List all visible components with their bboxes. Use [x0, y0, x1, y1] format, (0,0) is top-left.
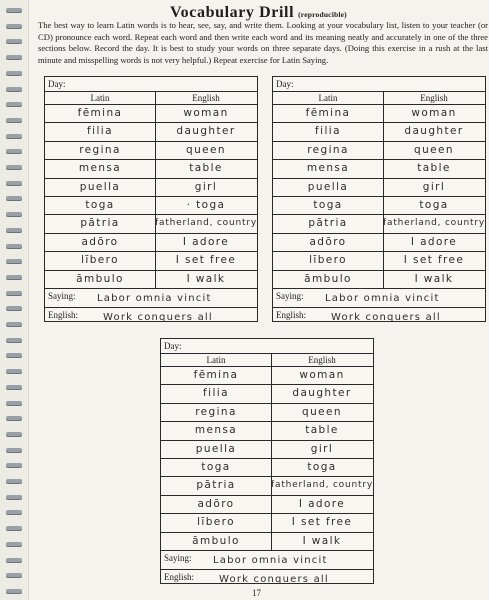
word-row [161, 458, 373, 477]
column-header-row [161, 353, 373, 367]
latin-word: āmbulo [76, 272, 124, 285]
latin-word: toga [313, 199, 343, 211]
english-meaning: woman [183, 107, 229, 119]
latin-word: regina [79, 143, 121, 156]
latin-word: fēmina [305, 107, 351, 119]
spiral-coil [6, 259, 22, 263]
word-row [161, 366, 373, 385]
word-row [45, 122, 257, 141]
drill-section-2 [272, 76, 486, 322]
latin-word: puella [307, 180, 349, 193]
english-header: English [192, 93, 220, 103]
english-meaning: I adore [182, 235, 230, 248]
latin-word: lībero [81, 254, 119, 267]
latin-word: adōro [309, 235, 347, 248]
saying-row [273, 288, 485, 308]
spiral-coil [6, 416, 22, 420]
spiral-coil [6, 165, 22, 169]
latin-word: lībero [197, 516, 235, 529]
latin-word: puella [79, 180, 121, 193]
title-main: Vocabulary Drill [170, 4, 295, 21]
word-row [45, 233, 257, 252]
word-row [161, 440, 373, 459]
latin-word: filia [87, 125, 113, 138]
spiral-coil [6, 463, 22, 467]
latin-word: adōro [81, 235, 119, 248]
saying-english: Work conquers all [103, 312, 213, 323]
column-divider [155, 179, 156, 197]
day-row [45, 77, 257, 91]
column-divider [271, 533, 272, 551]
english-meaning: table [417, 162, 451, 175]
spiral-coil [6, 510, 22, 514]
latin-word: fēmina [193, 369, 239, 381]
saying-english-row [45, 307, 257, 327]
latin-word: puella [195, 442, 237, 455]
latin-word: toga [201, 461, 231, 473]
saying-english: Work conquers all [219, 574, 329, 585]
spiral-coil [6, 353, 22, 357]
column-divider [271, 422, 272, 440]
word-row [273, 251, 485, 270]
spiral-coil [6, 542, 22, 546]
column-divider [155, 252, 156, 270]
column-divider [155, 197, 156, 215]
day-label: Day: [164, 341, 182, 351]
spiral-coil [6, 102, 22, 106]
drill-section-3 [160, 338, 374, 584]
word-row [45, 196, 257, 215]
column-divider [271, 385, 272, 403]
title-sub: (reproducible) [298, 10, 347, 19]
saying-label: Saying: [164, 553, 192, 563]
spiral-coil [6, 432, 22, 436]
english-meaning: queen [302, 405, 342, 418]
saying-row [45, 288, 257, 308]
latin-word: filia [315, 125, 341, 138]
saying-latin: Labor omnia vincit [213, 555, 328, 566]
column-divider [383, 271, 384, 289]
spiral-coil [6, 149, 22, 153]
spiral-coil [6, 495, 22, 499]
word-row [45, 178, 257, 197]
column-divider [155, 123, 156, 141]
column-divider [383, 105, 384, 123]
column-divider [383, 234, 384, 252]
saying-label: Saying: [48, 291, 76, 301]
latin-header: Latin [90, 93, 110, 103]
word-row [161, 495, 373, 514]
saying-english-row [161, 569, 373, 589]
spiral-coil [6, 24, 22, 28]
drill-section-1 [44, 76, 258, 322]
english-meaning: I walk [302, 534, 342, 547]
column-divider [155, 215, 156, 233]
word-row [273, 159, 485, 178]
day-label: Day: [276, 79, 294, 89]
word-row [273, 196, 485, 215]
latin-word: pātria [308, 217, 348, 230]
spiral-coil [6, 369, 22, 373]
spiral-coil [6, 448, 22, 452]
word-row [45, 141, 257, 160]
spiral-coil [6, 87, 22, 91]
english-header: English [420, 93, 448, 103]
column-header-row [45, 91, 257, 105]
spiral-binding [0, 0, 29, 600]
word-row [45, 251, 257, 270]
spiral-coil [6, 401, 22, 405]
english-label: English: [164, 572, 195, 582]
latin-header: Latin [318, 93, 338, 103]
column-divider [383, 160, 384, 178]
spiral-coil [6, 71, 22, 75]
spiral-coil [6, 228, 22, 232]
column-divider [155, 271, 156, 289]
column-header-row [273, 91, 485, 105]
word-row [161, 532, 373, 551]
spiral-coil [6, 55, 22, 59]
word-row [161, 476, 373, 495]
latin-word: fēmina [77, 107, 123, 119]
spiral-coil [6, 291, 22, 295]
word-row [273, 214, 485, 233]
english-meaning: toga [419, 199, 449, 211]
spiral-coil [6, 8, 22, 12]
spiral-coil [6, 526, 22, 530]
word-row [161, 384, 373, 403]
english-meaning: I set free [403, 254, 465, 267]
english-meaning: I walk [186, 272, 226, 285]
latin-word: āmbulo [304, 272, 352, 285]
english-meaning: I set free [175, 254, 237, 267]
latin-word: āmbulo [192, 534, 240, 547]
column-divider [271, 459, 272, 477]
word-row [273, 104, 485, 123]
day-label: Day: [48, 79, 66, 89]
word-row [45, 270, 257, 289]
english-meaning: daughter [292, 387, 352, 400]
column-divider [155, 105, 156, 123]
column-divider [271, 441, 272, 459]
word-row [273, 178, 485, 197]
saying-row [161, 550, 373, 570]
spiral-coil [6, 118, 22, 122]
spiral-coil [6, 558, 22, 562]
word-row [161, 513, 373, 532]
column-divider [383, 179, 384, 197]
spiral-coil [6, 385, 22, 389]
column-divider [383, 142, 384, 160]
english-meaning: fatherland, country [271, 480, 373, 491]
latin-word: filia [203, 387, 229, 400]
english-meaning: queen [186, 143, 226, 156]
word-row [273, 122, 485, 141]
word-row [45, 214, 257, 233]
word-row [273, 141, 485, 160]
latin-word: lībero [309, 254, 347, 267]
word-row [273, 233, 485, 252]
english-meaning: fatherland, country [155, 218, 257, 229]
spiral-coil [6, 306, 22, 310]
spiral-coil [6, 589, 22, 593]
column-divider [383, 252, 384, 270]
english-meaning: I adore [410, 235, 458, 248]
column-divider [155, 142, 156, 160]
column-divider [383, 123, 384, 141]
spiral-coil [6, 573, 22, 577]
latin-word: mensa [306, 162, 350, 175]
spiral-coil [6, 212, 22, 216]
column-divider [383, 197, 384, 215]
saying-english: Work conquers all [331, 312, 441, 323]
english-meaning: queen [414, 143, 454, 156]
column-divider [155, 160, 156, 178]
saying-latin: Labor omnia vincit [97, 293, 212, 304]
latin-word: toga [85, 199, 115, 211]
latin-word: mensa [78, 162, 122, 175]
english-meaning: table [305, 424, 339, 437]
spiral-coil [6, 244, 22, 248]
english-meaning: woman [299, 369, 345, 381]
english-meaning: woman [411, 107, 457, 119]
word-row [273, 270, 485, 289]
english-meaning: I adore [298, 497, 346, 510]
word-row [161, 403, 373, 422]
word-row [45, 104, 257, 123]
page-number: 17 [252, 588, 261, 598]
spiral-coil [6, 181, 22, 185]
spiral-coil [6, 479, 22, 483]
spiral-coil [6, 196, 22, 200]
day-row [161, 339, 373, 353]
latin-word: pātria [80, 217, 120, 230]
latin-word: adōro [197, 497, 235, 510]
latin-word: mensa [194, 424, 238, 437]
english-header: English [308, 355, 336, 365]
word-row [161, 421, 373, 440]
column-divider [271, 404, 272, 422]
english-meaning: fatherland, country [383, 218, 485, 229]
english-meaning: toga [307, 461, 337, 473]
english-label: English: [276, 310, 307, 320]
latin-header: Latin [206, 355, 226, 365]
spiral-coil [6, 322, 22, 326]
column-divider [271, 496, 272, 514]
english-meaning: I set free [291, 516, 353, 529]
spiral-coil [6, 39, 22, 43]
english-meaning: girl [194, 180, 218, 193]
column-divider [271, 514, 272, 532]
column-divider [271, 477, 272, 495]
latin-word: regina [195, 405, 237, 418]
column-divider [155, 234, 156, 252]
english-meaning: daughter [404, 125, 464, 138]
latin-word: regina [307, 143, 349, 156]
english-meaning: girl [310, 442, 334, 455]
instructions-text: The best way to learn Latin words is to hear, see, say, and write them. Looking at your vocabulary list, listen to your teacher (or CD) pronounce each word. Repeat each word and then write each word and its meaning neatly and accurately in one of the three sections below. Record the day. It is best to study your words on three separate days. (Doing this exercise in a rush at the last minute and misspelling words is not very helpful.) Repeat exercise for Latin Saying. [38, 20, 488, 65]
english-meaning: daughter [176, 125, 236, 138]
column-divider [271, 367, 272, 385]
english-meaning: girl [422, 180, 446, 193]
spiral-coil [6, 275, 22, 279]
column-divider [383, 215, 384, 233]
spiral-coil [6, 134, 22, 138]
english-meaning: I walk [414, 272, 454, 285]
saying-label: Saying: [276, 291, 304, 301]
saying-english-row [273, 307, 485, 327]
english-meaning: table [189, 162, 223, 175]
spiral-coil [6, 338, 22, 342]
saying-latin: Labor omnia vincit [325, 293, 440, 304]
latin-word: pātria [196, 479, 236, 492]
english-label: English: [48, 310, 79, 320]
word-row [45, 159, 257, 178]
english-meaning: · toga [186, 199, 226, 211]
day-row [273, 77, 485, 91]
